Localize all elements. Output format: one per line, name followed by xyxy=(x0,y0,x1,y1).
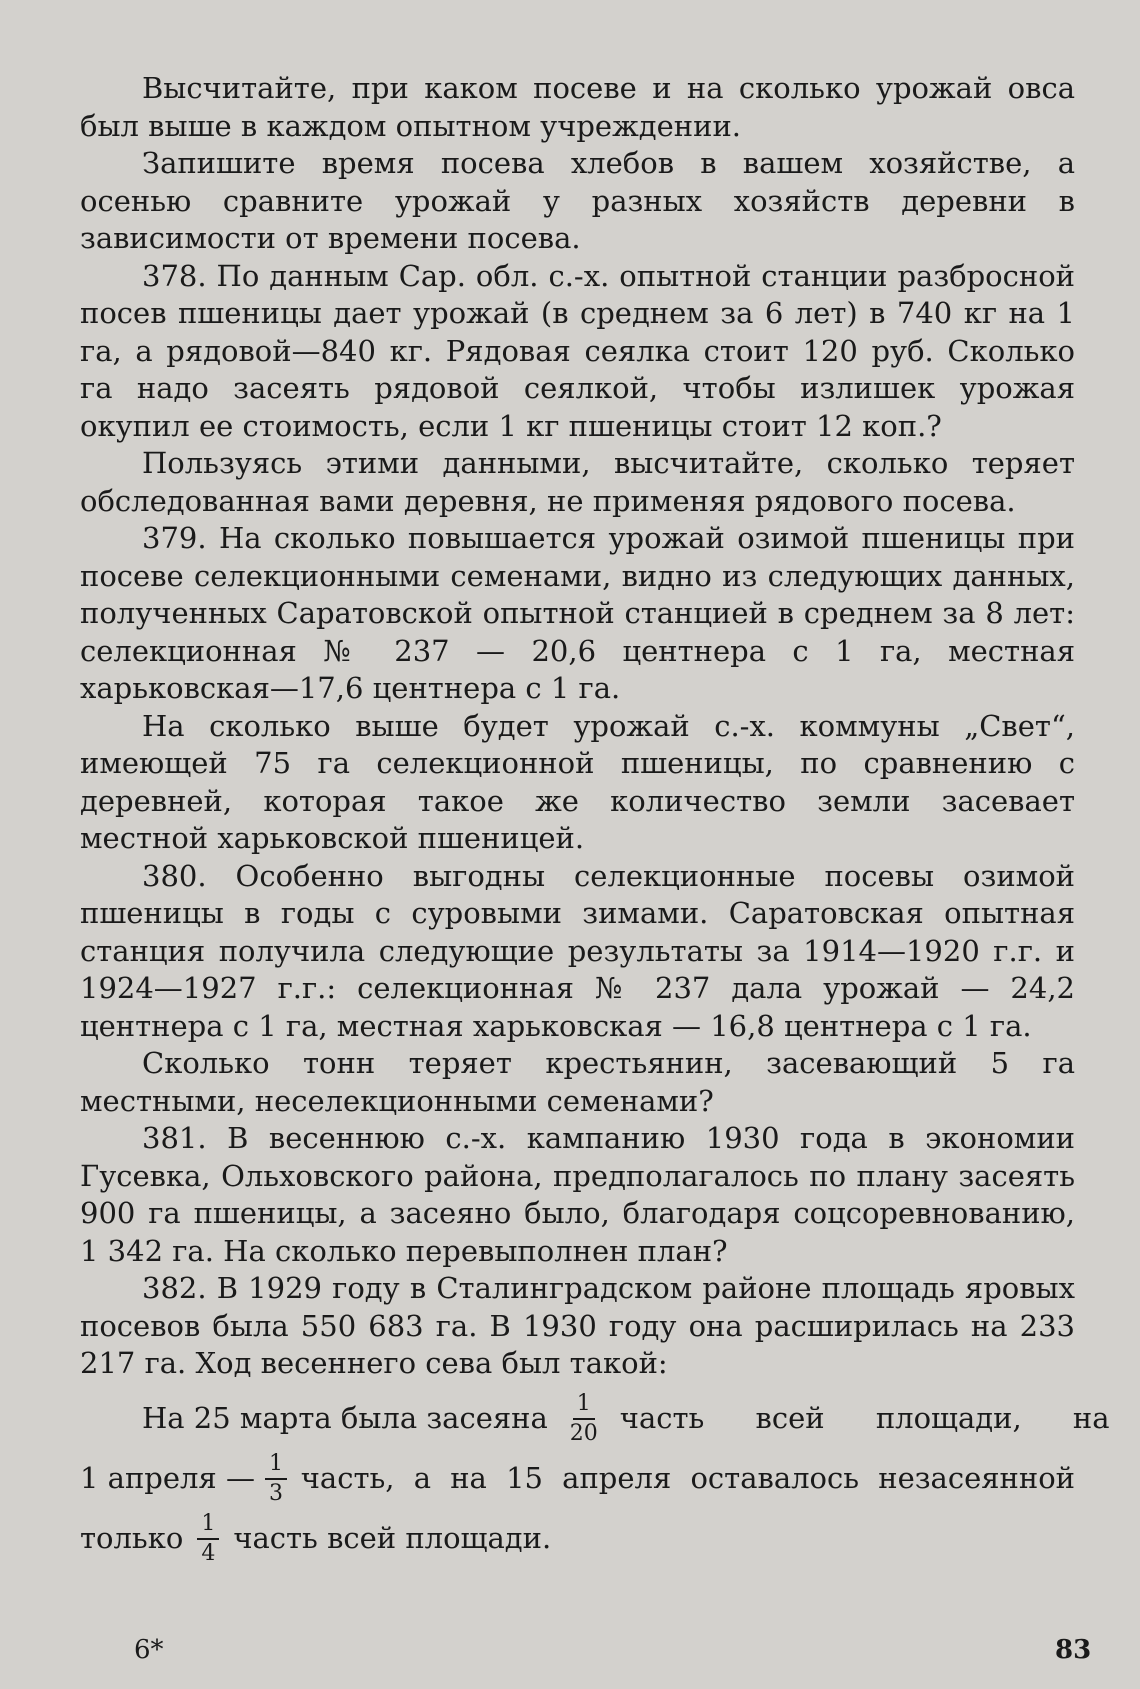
fraction-line-text: только xyxy=(80,1520,184,1555)
problem-380: 380. Особенно выгодны селекционные посевы озимой пшеницы в годы с суровыми зимами. Саратовская опытная станция получила следующие результаты за 1914—1920 г.г. и 1924—1927 г.г.: селекционная № 237 дала урожай — 24,2 центнера с 1 га, местная харьковская — 16,8 центнера с 1 га. xyxy=(80,858,1075,1043)
fraction-line-text: 1 апреля — xyxy=(80,1460,255,1495)
fraction-line-text: На 25 марта была засеяна xyxy=(142,1400,548,1435)
fraction-line-text: часть, а на 15 апреля оставалось незасеянной xyxy=(300,1460,1075,1495)
fraction-line xyxy=(80,1449,1075,1509)
paragraph: Высчитайте, при каком посеве и на сколько урожай овса был выше в каждом опытном учреждении. xyxy=(80,71,1075,143)
paragraph: На сколько выше будет урожай с.-х. коммуны „Свет“, имеющей 75 га селекционной пшеницы, по сравнению с деревней, которая такое же количество земли засевает местной харьковской пшеницей. xyxy=(80,708,1075,855)
fraction-numerator: 1 xyxy=(265,1452,287,1480)
paragraph: Пользуясь этими данными, высчитайте, сколько теряет обследованная вами деревня, не применяя рядового посева. xyxy=(80,446,1075,518)
fraction-numerator: 1 xyxy=(197,1512,219,1540)
problem-379: 379. На сколько повышается урожай озимой пшеницы при посеве селекционными семенами, видно из следующих данных, полученных Саратовской опытной станцией в среднем за 8 лет: селекционная № 237 — 20,6 центнера с 1 га, местная харьковская—17,6 центнера с 1 га. xyxy=(80,521,1075,705)
fraction xyxy=(197,1512,219,1566)
page-text xyxy=(80,70,1110,1569)
fraction-line-text: часть всей площади. xyxy=(233,1520,552,1555)
signature-mark: 6* xyxy=(134,1635,164,1665)
paragraph: Запишите время посева хлебов в вашем хозяйстве, а осенью сравните урожай у разных хозяйств деревни в зависимости от времени посева. xyxy=(80,146,1075,255)
fraction-denominator: 4 xyxy=(201,1540,216,1566)
fraction-denominator: 3 xyxy=(268,1480,283,1506)
problem-378: 378. По данным Сар. обл. с.-х. опытной станции разбросной посев пшеницы дает урожай (в среднем за 6 лет) в 740 кг на 1 га, а рядовой—840 кг. Рядовая сеялка стоит 120 руб. Сколько га надо засеять рядовой сеялкой, чтобы излишек урожая окупил ее стоимость, если 1 кг пшеницы стоит 12 коп.? xyxy=(80,258,1075,443)
fraction xyxy=(566,1392,602,1446)
page-number: 83 xyxy=(1055,1635,1092,1665)
paragraph: Сколько тонн теряет крестьянин, засевающий 5 га местными, неселекционными семенами? xyxy=(80,1046,1075,1118)
problem-382: 382. В 1929 году в Сталинградском районе площадь яровых посевов была 550 683 га. В 1930 году она расширилась на 233 217 га. Ход весеннего сева был такой: xyxy=(80,1271,1075,1380)
fraction-numerator: 1 xyxy=(573,1392,595,1420)
fraction-line xyxy=(80,1509,1075,1569)
problem-381: 381. В весеннюю с.-х. кампанию 1930 года в экономии Гусевка, Ольховского района, предполагалось по плану засеять 900 га пшеницы, а засеяно было, благодаря соцсоревнованию, 1 342 га. На сколько перевыполнен план? xyxy=(80,1121,1075,1268)
fraction-denominator: 20 xyxy=(569,1420,598,1446)
fraction xyxy=(265,1452,287,1506)
fraction-line-text: часть всей площади, на xyxy=(619,1400,1110,1435)
fraction-line xyxy=(80,1389,1110,1449)
